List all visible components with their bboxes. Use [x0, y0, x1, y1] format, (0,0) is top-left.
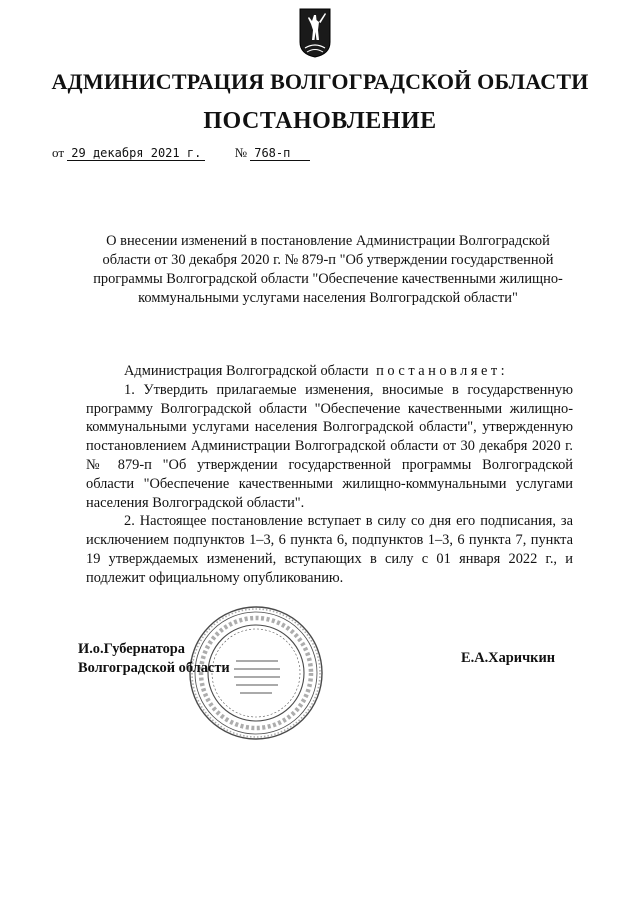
signatory-position — [78, 640, 230, 678]
document-type: ПОСТАНОВЛЕНИЕ — [203, 108, 437, 134]
document-number: 768-п — [250, 146, 310, 161]
coat-of-arms-icon — [299, 8, 331, 58]
document-body — [86, 362, 573, 588]
resolves-word: постановляет: — [376, 363, 509, 379]
signatory-region: Волгоградской области — [78, 660, 230, 676]
paragraph-1: 1. Утвердить прилагаемые изменения, вносимые в государственную программу Волгоградской области "Обеспечение качественными жилищно-коммунальными услугами населения Волгоградской области", утвержденную постановлением Администрации Волгоградской области от 30 декабря 2020 г. № 879-п "Об утверждении государственной программы Волгоградской области "Обеспечение качественными жилищно-коммунальными услугами населения Волгоградской области". — [86, 381, 573, 511]
document-subject: О внесении изменений в постановление Администрации Волгоградской области от 30 декабря 2020 г. № 879-п "Об утверждении государственной программы Волгоградской области "Обеспечение качественными жилищно-коммунальными услугами населения Волгоградской области" — [93, 233, 563, 306]
paragraph-2: 2. Настоящее постановление вступает в силу со дня его подписания, за исключением подпунктов 1–3, 6 пункта 6, подпунктов 1–3, 6 пункта 7, пункта 19 утверждаемых изменений, вступающих в силу с 01 января 2022 г., и подлежит официальному опубликованию. — [86, 513, 573, 586]
intro-paragraph — [86, 362, 573, 381]
signatory-title: И.о.Губернатора — [78, 641, 185, 657]
number-prefix: № — [234, 145, 247, 160]
authority-title: АДМИНИСТРАЦИЯ ВОЛГОГРАДСКОЙ ОБЛАСТИ — [51, 69, 589, 94]
document-date: 29 декабря 2021 г. — [67, 146, 205, 161]
document-date-number-line — [52, 145, 310, 161]
signatory-name: Е.А.Харичкин — [461, 650, 556, 666]
intro-text: Администрация Волгоградской области — [124, 363, 369, 379]
date-prefix: от — [52, 145, 65, 160]
